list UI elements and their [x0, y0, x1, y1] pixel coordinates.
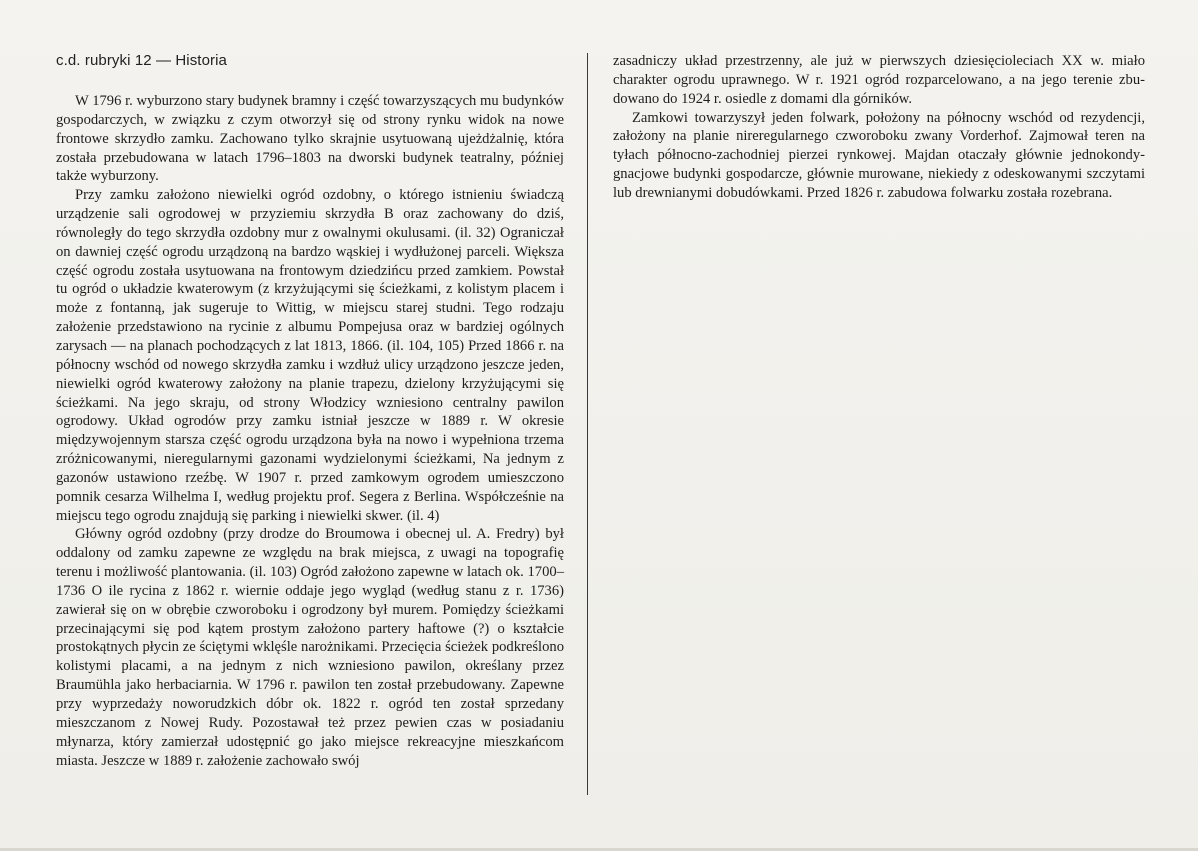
- paragraph-continued: zasadniczy układ przestrzenny, ale już w pierwszych dziesięcioleciach XX w. miało charakter ogrodu uprawnego. W r. 1921 ogród rozparcelowano, a na jego terenie zbudowano do 1924 r. osiedle z domami dla górników.: [613, 53, 1145, 107]
- paragraph: Zamkowi towarzyszył jeden folwark, położony na północny wschód od rezydencji, założony na planie nireregularnego czworoboku zwany Vorderhof. Zajmował teren na tyłach północno-zachodniej pierzei rynkowej. Majdan otaczały głównie jednokondygnacjowe budynki gospodarcze, głównie murowane, niekiedy z odeskowanymi szczytami lub drewnianymi dobudówkami. Przed 1826 r. zabudowa folwarku została rozebrana.: [613, 109, 1145, 201]
- paragraph: Przy zamku założono niewielki ogród ozdobny, o którego istnieniu świadczą urządzenie sali ogrodowej w przyziemiu skrzydła B oraz zachowany do dziś, równoległy do tego skrzydła ozdobny mur z owalnymi okulusami. (il. 32) Ograniczał on dawniej część ogrodu urządzoną na bardzo wąskiej i wydłużonej parceli. Większa część ogrodu została usytuowana na frontowym dziedzińcu przed zamkiem. Powstał tu ogród o układzie kwaterowym (z krzyżującymi się ścieżkami, z kolistym placem i może z fontanną, jak sugeruje to Wittig, w miejscu starej studni. Tego rodzaju założenie przedstawiono na rycinie z albumu Pompejusa oraz w bardziej ogólnych zarysach — na planach pochodzących z lat 1813, 1866. (il. 104, 105) Przed 1866 r. na północny wschód od nowego skrzydła zamku i wzdłuż ulicy urządzono jeszcze jeden, niewielki ogród kwaterowy założony na planie trapezu, dzielony krzyżującymi się ścieżkami. Na jego skraju, od strony Włodzicy wzniesiono centralny pawilon ogrodowy. Układ ogrodów przy zamku istniał jeszcze w 1889 r. W okresie międzywojennym starsza część ogrodu urządzona była na nowo i wypełniona trzema zróżnicowanymi, nieregularnymi gazonami wydzielonymi ścieżkami, Na jednym z gazonów ustawiono rzeźbę. W 1907 r. przed zamkowym ogrodem umieszczono pomnik cesarza Wilhelma I, według projektu prof. Segera z Berlina. Współcześnie na miejscu tego ogrodu znajdują się parking i niewielki skwer. (il. 4): [56, 187, 564, 524]
- paragraph: Główny ogród ozdobny (przy drodze do Broumowa i obecnej ul. A. Fredry) był oddalony od zamku zapewne ze względu na brak miejsca, z uwagi na topografię terenu i możliwość plantowania. (il. 103) Ogród założono zapewne w latach ok. 1700–1736 O ile rycina z 1862 r. wiernie oddaje jego wygląd (według stanu z r. 1736) zawierał się on w obrębie czworoboku i ogrodzony był murem. Pomiędzy ścieżkami przecinającymi się pod kątem prostym założono partery haftowe (?) o kształcie prostokątnych płycin ze ściętymi wklęśle narożnikami. Przecięcia ścieżek podkreślono kolistymi placami, a na jednym z nich wzniesiono pawilon, określany przez Braumühla jako herbaciarnia. W 1796 r. pawilon ten został przebudowany. Zapewne przy wyprzedaży noworudzkich dóbr ok. 1822 r. ogród ten został sprzedany mieszczanom z Nowej Rudy. Pozostawał też przez pewien czas w posiadaniu młynarza, który zamierzał udostępnić go jako miejsce rekreacyjne mieszkańcom miasta. Jeszcze w 1889 r. założenie zachowało swój: [56, 526, 564, 769]
- left-text-column: [56, 92, 564, 770]
- column-divider: [587, 53, 588, 795]
- paragraph: W 1796 r. wyburzono stary budynek bramny i część towarzyszących mu budynków gospodarczych, w związku z czym otworzył się od strony rynku widok na nowe frontowe skrzydło zamku. Zachowano tylko skrajnie usytuowaną ujeżdżalnię, która została przebudowana w latach 1796–1803 na dworski budynek teatralny, później także wyburzony.: [56, 93, 564, 185]
- running-header: c.d. rubryki 12 — Historia: [56, 52, 227, 69]
- right-text-column: [613, 52, 1145, 203]
